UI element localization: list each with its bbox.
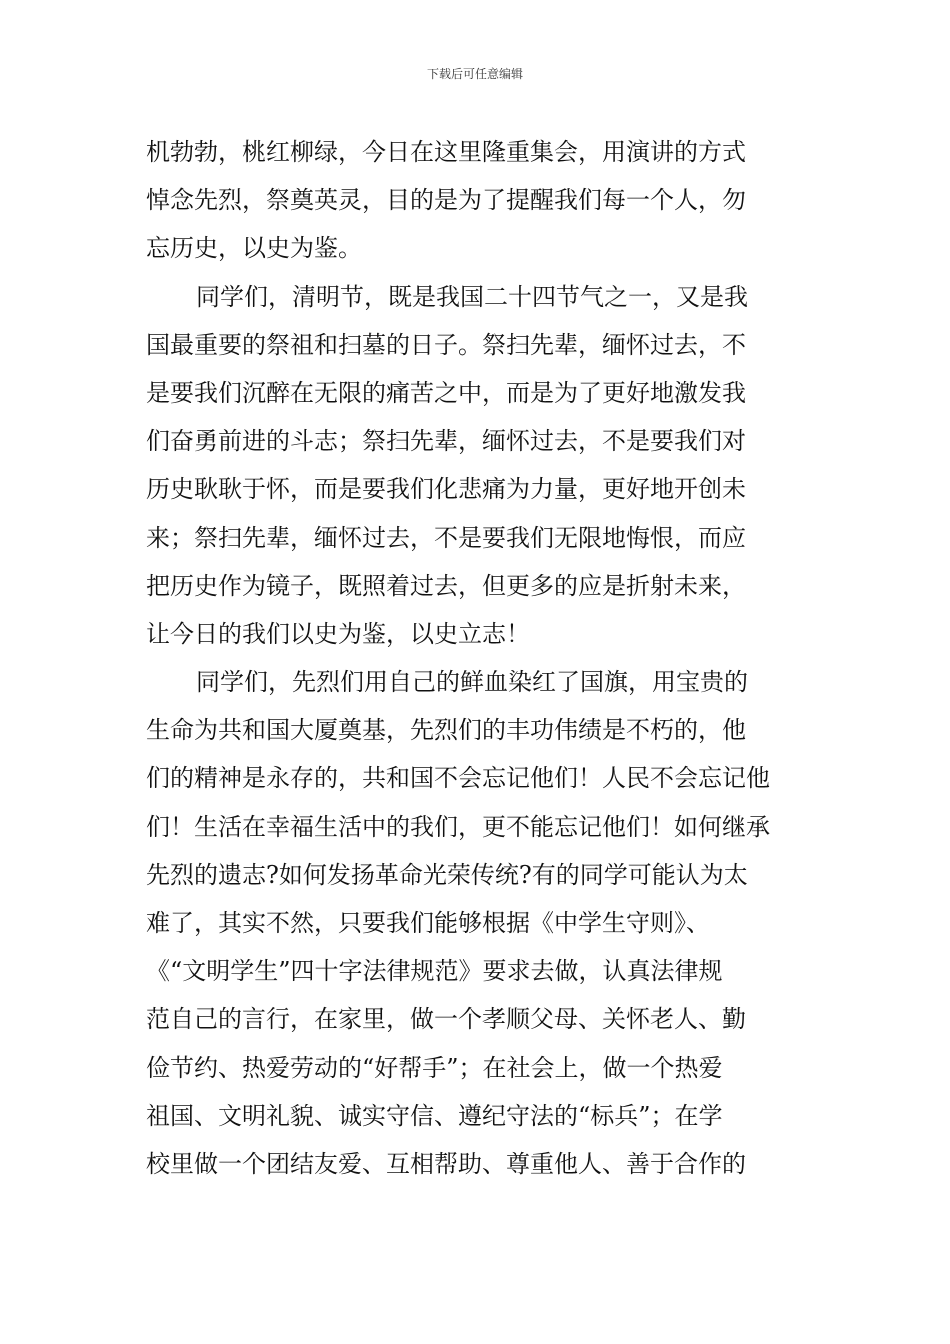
text-line: 们奋勇前进的斗志；祭扫先辈，缅怀过去，不是要我们对 <box>146 427 746 456</box>
document-body <box>146 128 810 1188</box>
text-line: 《“文明学生”四十字法律规范》要求去做，认真法律规 <box>146 957 723 986</box>
text-line: 历史耿耿于怀，而是要我们化悲痛为力量，更好地开创未 <box>146 475 746 504</box>
text-line: 同学们，清明节，既是我国二十四节气之一，又是我 <box>196 282 748 311</box>
text-line: 先烈的遗志?如何发扬革命光荣传统?有的同学可能认为太 <box>146 860 748 889</box>
text-line: 难了，其实不然，只要我们能够根据《中学生守则》、 <box>146 909 710 937</box>
text-line: 俭节约、热爱劳动的“好帮手”；在社会上，做一个热爱 <box>146 1053 723 1082</box>
text-line: 让今日的我们以史为鉴，以史立志！ <box>146 619 530 648</box>
text-line: 来；祭扫先辈，缅怀过去，不是要我们无限地悔恨，而应 <box>146 523 746 552</box>
text-line: 校里做一个团结友爱、互相帮助、尊重他人、善于合作的 <box>146 1149 746 1178</box>
text-line: 忘历史，以史为鉴。 <box>146 234 362 263</box>
text-line: 把历史作为镜子，既照着过去，但更多的应是折射未来， <box>146 571 746 600</box>
text-line: 机勃勃，桃红柳绿，今日在这里隆重集会，用演讲的方式 <box>146 138 746 166</box>
text-line: 是要我们沉醉在无限的痛苦之中，而是为了更好地激发我 <box>146 378 746 407</box>
text-line: 同学们，先烈们用自己的鲜血染红了国旗，用宝贵的 <box>196 668 748 697</box>
text-line: 生命为共和国大厦奠基，先烈们的丰功伟绩是不朽的，他 <box>146 716 746 745</box>
text-line: 悼念先烈，祭奠英灵，目的是为了提醒我们每一个人，勿 <box>146 186 746 215</box>
text-line: 范自己的言行，在家里，做一个孝顺父母、关怀老人、勤 <box>146 1005 746 1034</box>
text-line: 祖国、文明礼貌、诚实守信、遵纪守法的“标兵”；在学 <box>146 1101 723 1130</box>
text-line: 们的精神是永存的，共和国不会忘记他们！人民不会忘记他 <box>146 764 770 793</box>
page-header: 下载后可任意编辑 <box>426 67 523 81</box>
text-line: 们！生活在幸福生活中的我们，更不能忘记他们！如何继承 <box>146 812 770 841</box>
text-line: 国最重要的祭祖和扫墓的日子。祭扫先辈，缅怀过去，不 <box>146 330 746 359</box>
